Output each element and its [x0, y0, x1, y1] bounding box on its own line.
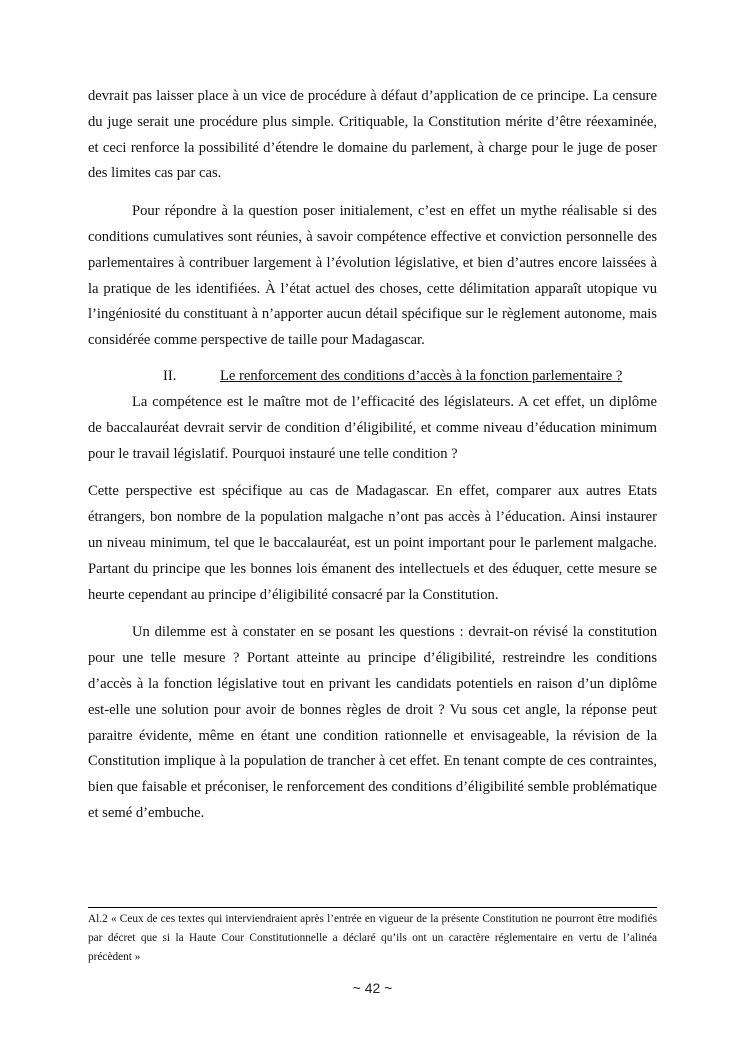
paragraph: Cette perspective est spécifique au cas de Madagascar. En effet, comparer aux autres Etats étrangers, bon nombre de la population malgache n’ont pas accès à l’éducation. Ainsi instaurer un niveau minimum, tel que le baccalauréat, est un point important pour le parlement malgache. Partant du principe que les bonnes lois émanent des intellectuels et des éduquer, cette mesure se heurte cependant au principe d’éligibilité consacré par la Constitution. [88, 483, 657, 603]
footnote: Al.2 « Ceux de ces textes qui interviendraient après l’entrée en vigueur de la présente Constitution ne pourront être modifiés par décret que si la Haute Cour Constitutionnelle a déclaré qu’ils ont un caractère réglementaire en vertu de l’alinéa précèdent » [88, 913, 657, 963]
paragraph: devrait pas laisser place à un vice de procédure à défaut d’application de ce principe. La censure du juge serait une procédure plus simple. Critiquable, la Constitution mérite d’être réexaminée, et ceci renforce la possibilité d’étendre le domaine du parlement, à charge pour le juge de poser des limites cas par cas. [88, 88, 657, 182]
body-text-top [88, 84, 657, 354]
paragraph: Un dilemme est à constater en se posant les questions : devrait-on révisé la constitution pour une telle mesure ? Portant atteinte au principe d’éligibilité, restreindre les conditions d’accès à la fonction législative tout en privant les candidats potentiels en raison d’un diplôme est-elle une solution pour avoir de bonnes règles de droit ? Vu sous cet angle, la réponse peut paraitre évidente, même en étant une condition rationnelle et envisageable, la révision de la Constitution implique à la population de trancher à cet effet. En tenant compte de ces contraintes, bien que faisable et préconiser, le renforcement des conditions d’éligibilité semble problématique et semé d’embuche. [88, 624, 657, 821]
body-text-bottom [88, 390, 657, 827]
page-number: ~ 42 ~ [352, 980, 393, 996]
section-number: II. [163, 368, 177, 384]
footnote-separator [88, 907, 657, 908]
paragraph: La compétence est le maître mot de l’efficacité des législateurs. A cet effet, un diplôme de baccalauréat devrait servir de condition d’éligibilité, et comme niveau d’éducation minimum pour le travail législatif. Pourquoi instauré une telle condition ? [88, 394, 657, 462]
section-title: Le renforcement des conditions d’accès à la fonction parlementaire ? [220, 368, 623, 384]
paragraph: Pour répondre à la question poser initialement, c’est en effet un mythe réalisable si des conditions cumulatives sont réunies, à savoir compétence effective et conviction personnelle des parlementaires à contribuer largement à l’évolution législative, et bien d’autres encore laissées à la pratique de les identifiées. À l’état actuel des choses, cette délimitation apparaît utopique vu l’ingéniosité du constituant à n’apporter aucun détail spécifique sur le règlement autonome, mais considérée comme perspective de taille pour Madagascar. [88, 203, 657, 349]
